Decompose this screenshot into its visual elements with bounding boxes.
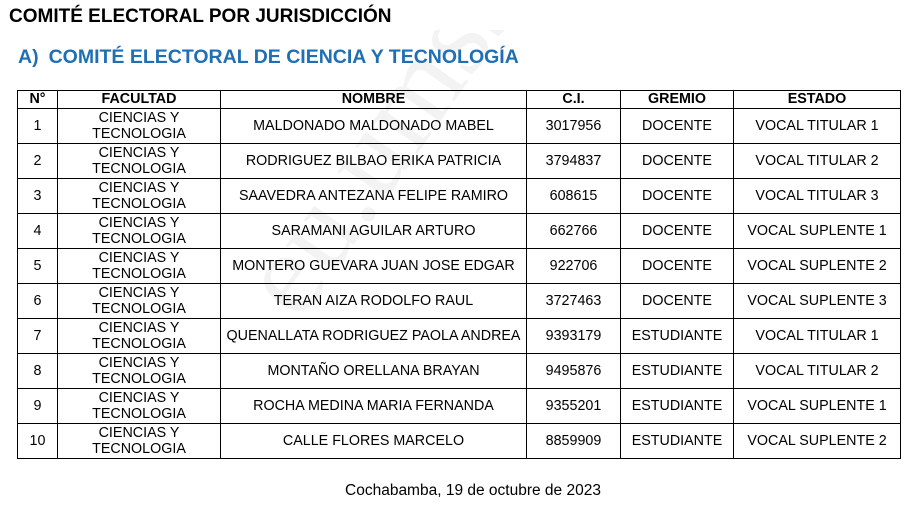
cell-nombre: MALDONADO MALDONADO MABEL: [221, 109, 527, 144]
cell-facultad: CIENCIAS Y TECNOLOGIA: [58, 109, 221, 144]
cell-gremio: ESTUDIANTE: [621, 319, 734, 354]
section-title-text: COMITÉ ELECTORAL DE CIENCIA Y TECNOLOGÍA: [48, 46, 519, 68]
cell-ci: 922706: [527, 249, 621, 284]
cell-ci: 608615: [527, 179, 621, 214]
table-row: [18, 389, 901, 424]
table-row: [18, 284, 901, 319]
table-row: [18, 179, 901, 214]
header-gremio: GREMIO: [621, 91, 734, 109]
cell-facultad: CIENCIAS Y TECNOLOGIA: [58, 214, 221, 249]
cell-facultad: CIENCIAS Y TECNOLOGIA: [58, 144, 221, 179]
cell-facultad: CIENCIAS Y TECNOLOGIA: [58, 319, 221, 354]
cell-estado: VOCAL SUPLENTE 1: [734, 214, 901, 249]
cell-number: 3: [18, 179, 58, 214]
cell-gremio: DOCENTE: [621, 179, 734, 214]
cell-gremio: ESTUDIANTE: [621, 424, 734, 459]
cell-facultad: CIENCIAS Y TECNOLOGIA: [58, 249, 221, 284]
table-header-row: [18, 91, 901, 109]
header-ci: C.I.: [527, 91, 621, 109]
cell-nombre: RODRIGUEZ BILBAO ERIKA PATRICIA: [221, 144, 527, 179]
cell-nombre: MONTERO GUEVARA JUAN JOSE EDGAR: [221, 249, 527, 284]
cell-ci: 9495876: [527, 354, 621, 389]
table-row: [18, 109, 901, 144]
cell-nombre: QUENALLATA RODRIGUEZ PAOLA ANDREA: [221, 319, 527, 354]
section-title: [18, 46, 519, 69]
cell-ci: 662766: [527, 214, 621, 249]
cell-facultad: CIENCIAS Y TECNOLOGIA: [58, 354, 221, 389]
table-row: [18, 354, 901, 389]
cell-gremio: DOCENTE: [621, 109, 734, 144]
cell-gremio: ESTUDIANTE: [621, 354, 734, 389]
section-letter: A): [18, 46, 39, 68]
cell-ci: 8859909: [527, 424, 621, 459]
cell-number: 10: [18, 424, 58, 459]
cell-gremio: DOCENTE: [621, 144, 734, 179]
cell-facultad: CIENCIAS Y TECNOLOGIA: [58, 424, 221, 459]
city-date: Cochabamba, 19 de octubre de 2023: [345, 482, 601, 499]
cell-estado: VOCAL TITULAR 2: [734, 354, 901, 389]
cell-estado: VOCAL SUPLENTE 2: [734, 249, 901, 284]
cell-facultad: CIENCIAS Y TECNOLOGIA: [58, 179, 221, 214]
header-number: N°: [18, 91, 58, 109]
cell-ci: 3727463: [527, 284, 621, 319]
page-title: COMITÉ ELECTORAL POR JURISDICCIÓN: [9, 6, 392, 27]
cell-gremio: ESTUDIANTE: [621, 389, 734, 424]
table-row: [18, 319, 901, 354]
table-body: [18, 109, 901, 459]
cell-number: 1: [18, 109, 58, 144]
header-nombre: NOMBRE: [221, 91, 527, 109]
committee-table: [17, 90, 901, 459]
table-row: [18, 249, 901, 284]
cell-nombre: SARAMANI AGUILAR ARTURO: [221, 214, 527, 249]
cell-estado: VOCAL SUPLENTE 3: [734, 284, 901, 319]
cell-gremio: DOCENTE: [621, 284, 734, 319]
cell-nombre: TERAN AIZA RODOLFO RAUL: [221, 284, 527, 319]
cell-gremio: DOCENTE: [621, 249, 734, 284]
cell-nombre: SAAVEDRA ANTEZANA FELIPE RAMIRO: [221, 179, 527, 214]
cell-number: 2: [18, 144, 58, 179]
cell-number: 5: [18, 249, 58, 284]
cell-number: 8: [18, 354, 58, 389]
cell-estado: VOCAL SUPLENTE 1: [734, 389, 901, 424]
table-row: [18, 424, 901, 459]
header-facultad: FACULTAD: [58, 91, 221, 109]
cell-estado: VOCAL TITULAR 2: [734, 144, 901, 179]
cell-number: 4: [18, 214, 58, 249]
cell-number: 9: [18, 389, 58, 424]
cell-ci: 3794837: [527, 144, 621, 179]
table-row: [18, 144, 901, 179]
table-row: [18, 214, 901, 249]
cell-facultad: CIENCIAS Y TECNOLOGIA: [58, 389, 221, 424]
cell-estado: VOCAL SUPLENTE 2: [734, 424, 901, 459]
cell-gremio: DOCENTE: [621, 214, 734, 249]
cell-ci: 9355201: [527, 389, 621, 424]
cell-ci: 9393179: [527, 319, 621, 354]
cell-nombre: ROCHA MEDINA MARIA FERNANDA: [221, 389, 527, 424]
cell-estado: VOCAL TITULAR 1: [734, 319, 901, 354]
cell-estado: VOCAL TITULAR 1: [734, 109, 901, 144]
cell-facultad: CIENCIAS Y TECNOLOGIA: [58, 284, 221, 319]
cell-number: 6: [18, 284, 58, 319]
cell-nombre: CALLE FLORES MARCELO: [221, 424, 527, 459]
cell-ci: 3017956: [527, 109, 621, 144]
header-estado: ESTADO: [734, 91, 901, 109]
cell-number: 7: [18, 319, 58, 354]
cell-estado: VOCAL TITULAR 3: [734, 179, 901, 214]
cell-nombre: MONTAÑO ORELLANA BRAYAN: [221, 354, 527, 389]
